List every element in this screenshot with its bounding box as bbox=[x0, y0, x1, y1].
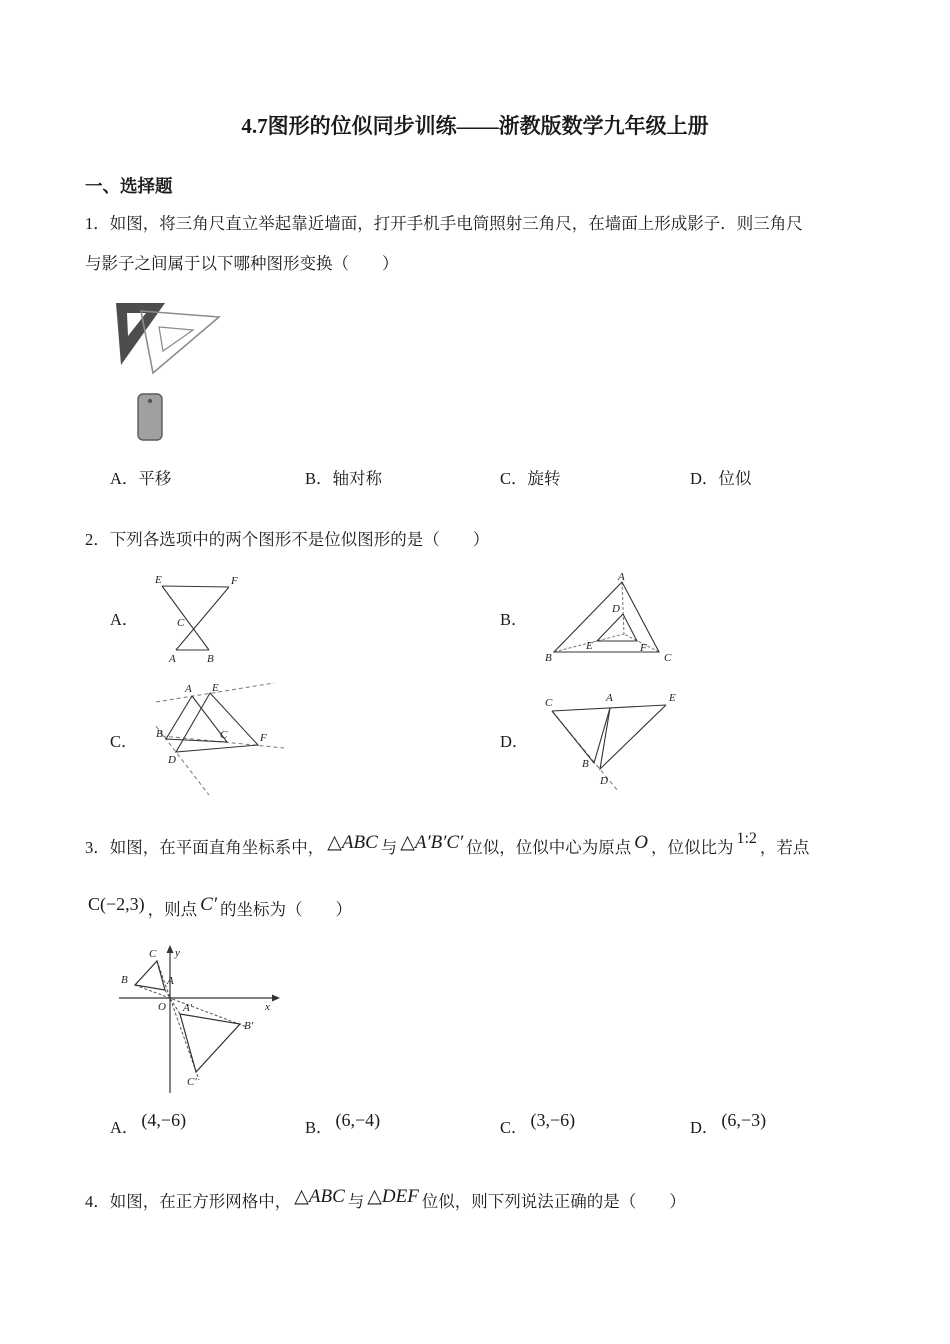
q2-option-c-cell bbox=[85, 682, 475, 797]
question-3 bbox=[85, 825, 865, 1143]
q3-math-c-prime: C′ bbox=[200, 894, 217, 915]
q3-number: 3． bbox=[85, 838, 110, 857]
q3-option-a-letter: A． bbox=[110, 1118, 139, 1137]
figB-label-B: B bbox=[544, 652, 552, 664]
q3-text-line1 bbox=[85, 825, 865, 872]
q2-option-a-label: A． bbox=[110, 610, 139, 629]
q2-option-d-label: D． bbox=[500, 731, 529, 751]
q3-option-c bbox=[500, 1112, 690, 1143]
figB-ray-a bbox=[622, 582, 624, 634]
q3-coordinate-figure bbox=[115, 943, 285, 1098]
q3-option-c-value: (3,−6) bbox=[530, 1110, 576, 1130]
q2-figure-row-2 bbox=[85, 682, 865, 797]
q1-text-line2: 与影子之间属于以下哪种图形变换（ ） bbox=[85, 254, 399, 273]
q3-option-b bbox=[305, 1112, 500, 1143]
q3-option-d bbox=[690, 1112, 865, 1143]
question-4 bbox=[85, 1179, 865, 1225]
figC-label-E: E bbox=[211, 682, 219, 694]
q3-seg6: ，则点 bbox=[147, 900, 198, 919]
q4-text bbox=[85, 1179, 865, 1225]
phone-camera-dot bbox=[148, 399, 152, 403]
q1-option-b: B．轴对称 bbox=[305, 469, 383, 488]
shadow-triangle-hole bbox=[159, 327, 193, 351]
q3-seg7: 的坐标为（ ） bbox=[220, 900, 352, 919]
q3-label-O: O bbox=[158, 1001, 166, 1013]
figD-label-D: D bbox=[600, 775, 609, 787]
figD-label-E: E bbox=[669, 692, 677, 704]
q2-option-b-cell bbox=[475, 572, 865, 664]
q3-label-A-prime: A′ bbox=[183, 1002, 193, 1014]
figB-label-E: E bbox=[585, 640, 593, 652]
figB-label-A: A bbox=[617, 572, 625, 583]
q3-seg4: ，位似比为 bbox=[650, 838, 734, 857]
q3-math-origin: O bbox=[634, 832, 648, 853]
figD-label-C: C bbox=[545, 697, 553, 709]
q1-option-d: D．位似 bbox=[690, 469, 752, 488]
q3-options bbox=[85, 1112, 865, 1143]
q3-option-a-value: (4,−6) bbox=[141, 1110, 187, 1130]
figA-label-B: B bbox=[207, 653, 215, 664]
q2-figure-row-1 bbox=[85, 572, 865, 664]
q3-label-C-prime: C′ bbox=[187, 1076, 197, 1088]
q3-option-b-value: (6,−4) bbox=[335, 1110, 381, 1130]
triangle-ruler-shadow-figure bbox=[110, 298, 230, 444]
small-triangle-abc bbox=[135, 961, 165, 990]
figC-label-D: D bbox=[167, 754, 176, 766]
figA-diagonal-eb bbox=[162, 586, 209, 650]
page-title: 4.7图形的位似同步训练——浙教版数学九年级上册 bbox=[241, 114, 709, 138]
figD-label-A: A bbox=[606, 692, 614, 704]
q3-option-a bbox=[110, 1112, 305, 1143]
q3-label-C: C bbox=[149, 948, 157, 960]
q3-seg2: 与 bbox=[380, 838, 398, 857]
q3-dashed-aa bbox=[165, 990, 180, 1014]
q4-number: 4． bbox=[85, 1192, 110, 1211]
q4-seg1: 如图，在正方形网格中， bbox=[109, 1192, 292, 1211]
figD-label-B: B bbox=[582, 758, 590, 770]
figA-label-F: F bbox=[231, 575, 239, 587]
q3-seg5: ，若点 bbox=[759, 838, 810, 857]
question-1 bbox=[85, 204, 865, 494]
q3-label-B-prime: B′ bbox=[244, 1020, 254, 1032]
q1-option-a: A．平移 bbox=[110, 469, 172, 488]
q3-math-point-c: C(−2,3) bbox=[88, 894, 145, 914]
q1-text-line1: 1．如图，将三角尺直立举起靠近墙面，打开手机手电筒照射三角尺，在墙面上形成影子．则三角尺 bbox=[85, 214, 803, 233]
figC-triangle-abc bbox=[166, 696, 227, 742]
q3-seg1: 如图，在平面直角坐标系中， bbox=[109, 838, 325, 857]
q2-figure-b bbox=[544, 572, 679, 664]
q3-option-d-value: (6,−3) bbox=[721, 1110, 767, 1130]
y-axis-arrow bbox=[167, 945, 174, 953]
figD-triangle-cab bbox=[552, 708, 610, 763]
section-heading: 一、选择题 bbox=[85, 176, 173, 196]
q1-option-c: C．旋转 bbox=[500, 469, 561, 488]
q3-figure bbox=[115, 943, 865, 1098]
q3-label-A: A bbox=[167, 975, 174, 987]
big-triangle-apbpcp bbox=[180, 1014, 240, 1072]
q3-option-c-letter: C． bbox=[500, 1118, 528, 1137]
q4-seg3: 位似，则下列说法正确的是（ ） bbox=[421, 1192, 686, 1211]
q3-label-B: B bbox=[121, 974, 128, 986]
q2-text: 2．下列各选项中的两个图形不是位似图形的是（ ） bbox=[85, 530, 490, 549]
q3-seg3: 位似，位似中心为原点 bbox=[466, 838, 632, 857]
q3-label-x: x bbox=[265, 1001, 270, 1013]
q2-figure-d bbox=[544, 687, 679, 792]
q3-text-line2 bbox=[85, 886, 865, 933]
q2-option-c-label: C． bbox=[110, 731, 138, 751]
q2-figure-c bbox=[154, 682, 289, 797]
figC-label-C: C bbox=[219, 729, 227, 741]
question-2 bbox=[85, 520, 865, 797]
q3-math-abc: △ABC bbox=[327, 832, 378, 853]
figC-label-A: A bbox=[184, 683, 192, 695]
q2-figure-a bbox=[154, 572, 239, 664]
q4-seg2: 与 bbox=[347, 1192, 365, 1211]
figB-label-F: F bbox=[639, 642, 647, 654]
figA-label-C: C bbox=[177, 617, 185, 629]
q3-math-apbpcp: △A′B′C′ bbox=[400, 832, 464, 853]
q3-math-ratio: 1:2 bbox=[736, 830, 757, 847]
q3-label-y: y bbox=[175, 947, 180, 959]
figC-label-F: F bbox=[259, 732, 267, 744]
x-axis-arrow bbox=[272, 995, 280, 1002]
figD-triangle-aed bbox=[600, 705, 666, 769]
q4-math-abc: △ABC bbox=[294, 1186, 345, 1207]
figA-label-A: A bbox=[169, 653, 177, 664]
figA-label-E: E bbox=[155, 574, 163, 586]
figC-label-B: B bbox=[155, 728, 163, 740]
q3-option-b-letter: B． bbox=[305, 1118, 333, 1137]
figB-inner-triangle bbox=[597, 614, 637, 641]
figB-label-D: D bbox=[611, 603, 620, 615]
q2-option-a-cell bbox=[85, 572, 475, 664]
q2-option-d-cell bbox=[475, 682, 865, 797]
q1-figure bbox=[110, 298, 865, 444]
q2-option-b-label: B． bbox=[500, 610, 528, 629]
q3-option-d-letter: D． bbox=[690, 1118, 719, 1137]
figA-top-edge bbox=[162, 586, 229, 587]
q1-options bbox=[85, 464, 865, 494]
q4-math-def: △DEF bbox=[367, 1186, 419, 1207]
figB-label-C: C bbox=[663, 652, 671, 664]
